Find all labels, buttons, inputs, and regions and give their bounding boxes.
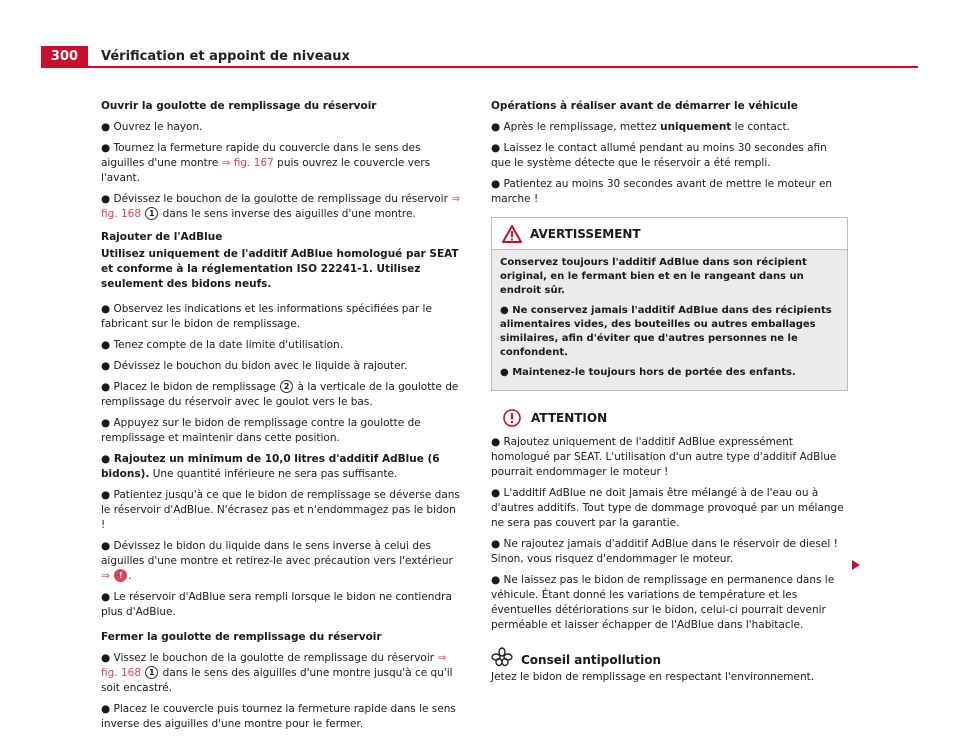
list-item: ● Maintenez-le toujours hors de portée des enfants. xyxy=(500,367,796,378)
callout-number: 1 xyxy=(145,207,158,220)
warning-icon: ! xyxy=(114,569,127,582)
warning-header xyxy=(492,218,847,250)
list-item: ● Observez les indications et les informations spécifiées par le fabricant sur le bidon de remplissage. xyxy=(101,303,432,330)
environment-title: Conseil antipollution xyxy=(521,653,662,667)
list-item: ● Tournez la fermeture rapide du couvercle dans le sens des aiguilles d'une montre ⇒ fig. 167 puis ouvrez le couvercle vers l'avant. xyxy=(101,142,431,184)
list-item: ● Après le remplissage, mettez uniquement le contact. xyxy=(491,121,791,133)
callout-number: 1 xyxy=(145,666,158,679)
list-item: ● Placez le couvercle puis tournez la fermeture rapide dans le sens inverse des aiguilles d'une montre pour le fermer. xyxy=(101,703,456,730)
list-item: ● Ne conservez jamais l'additif AdBlue dans des récipients alimentaires vides, des bouteilles ou autres emballages similaires, afin d'éviter que d'autres personnes ne le confondent. xyxy=(500,305,832,358)
warning-text: Conservez toujours l'additif AdBlue dans son récipient original, en le fermant bien et en le rangeant dans un endroit sûr. xyxy=(500,257,807,296)
attention-title: ATTENTION xyxy=(531,410,608,425)
warning-box xyxy=(491,217,848,391)
list-item: ● Vissez le bouchon de la goulotte de remplissage du réservoir ⇒ fig. 168 1 dans le sens des aiguilles d'une montre jusqu'à ce qu'il soit encastré. xyxy=(101,652,453,694)
list-item: ● Ouvrez le hayon. xyxy=(101,121,203,133)
callout-number: 2 xyxy=(280,380,293,393)
warning-body xyxy=(492,250,847,390)
header-rule xyxy=(88,66,918,68)
warning-triangle-icon xyxy=(502,225,522,243)
heading-close: Fermer la goulotte de remplissage du réservoir xyxy=(101,631,382,643)
list-item: ● Tenez compte de la date limite d'utilisation. xyxy=(101,339,344,351)
page-header xyxy=(0,0,960,70)
list-item: ● Ne rajoutez jamais d'additif AdBlue dans le réservoir de diesel ! Sinon, vous risquez d'endommager le moteur. xyxy=(491,538,838,565)
eco-flower-icon xyxy=(491,647,513,667)
heading-open: Ouvrir la goulotte de remplissage du réservoir xyxy=(101,100,377,112)
continue-arrow-icon xyxy=(852,560,860,570)
heading-add: Rajouter de l'AdBlue xyxy=(101,231,223,243)
right-column xyxy=(491,99,848,691)
list-item: ● Le réservoir d'AdBlue sera rempli lorsque le bidon ne contiendra plus d'AdBlue. xyxy=(101,591,452,618)
list-item: ● Appuyez sur le bidon de remplissage contre la goulotte de remplissage et maintenir dans cette position. xyxy=(101,417,421,444)
environment-header xyxy=(491,645,848,668)
list-item: ● Dévissez le bouchon de la goulotte de remplissage du réservoir ⇒ fig. 168 1 dans le sens inverse des aiguilles d'une montre. xyxy=(101,193,461,220)
page-number: 300 xyxy=(41,46,88,68)
list-item: ● Dévissez le bouchon du bidon avec le liquide à rajouter. xyxy=(101,360,408,372)
environment-text: Jetez le bidon de remplissage en respectant l'environnement. xyxy=(491,671,815,683)
list-item: ● Dévissez le bidon du liquide dans le sens inverse à celui des aiguilles d'une montre et retirez-le avec précaution vers l'extérieur ⇒ ! . xyxy=(101,540,453,582)
list-item: ● Patientez jusqu'à ce que le bidon de remplissage se déverse dans le réservoir d'AdBlue. N'écrasez pas et n'endommagez pas le bidon ! xyxy=(101,489,460,531)
list-item: ● Rajoutez un minimum de 10,0 litres d'additif AdBlue (6 bidons). Une quantité inférieure ne sera pas suffisante. xyxy=(101,453,440,480)
chapter-title: Vérification et appoint de niveaux xyxy=(101,49,350,64)
list-item: ● Laissez le contact allumé pendant au moins 30 secondes afin que le système détecte que le réservoir a été rempli. xyxy=(491,142,827,169)
list-item: ● Patientez au moins 30 secondes avant de mettre le moteur en marche ! xyxy=(491,178,833,205)
left-column xyxy=(101,99,463,738)
list-item: ● Rajoutez uniquement de l'additif AdBlue expressément homologué par SEAT. L'utilisation d'un autre type d'additif AdBlue pourrait endommager le moteur ! xyxy=(491,436,837,478)
list-item: ● L'additif AdBlue ne doit jamais être mélangé à de l'eau ou à d'autres additifs. Tout type de dommage provoqué par un mélange ne sera pas couvert par la garantie. xyxy=(491,487,844,529)
fig-link[interactable]: ⇒ fig. 168 xyxy=(101,652,447,679)
attention-icon xyxy=(503,409,521,427)
fig-link[interactable]: ⇒ fig. 168 xyxy=(101,193,461,220)
attention-header xyxy=(503,409,848,427)
intro-text: Utilisez uniquement de l'additif AdBlue homologué par SEAT et conforme à la réglementation ISO 22241-1. Utilisez seulement des bidons neufs. xyxy=(101,248,459,290)
list-item: ● Placez le bidon de remplissage 2 à la verticale de la goulotte de remplissage du réservoir avec le goulot vers le bas. xyxy=(101,381,459,408)
heading-ops: Opérations à réaliser avant de démarrer le véhicule xyxy=(491,100,798,112)
warning-link[interactable]: ⇒ ! xyxy=(101,570,128,582)
fig-link[interactable]: ⇒ fig. 167 xyxy=(221,157,274,169)
warning-title: AVERTISSEMENT xyxy=(530,226,641,241)
list-item: ● Ne laissez pas le bidon de remplissage en permanence dans le véhicule. Étant donné les variations de température et les éventuelles détériorations sur le bidon, celui-ci pourrait devenir perméable et laisser échapper de l'AdBlue dans l'habitacle. xyxy=(491,574,835,631)
